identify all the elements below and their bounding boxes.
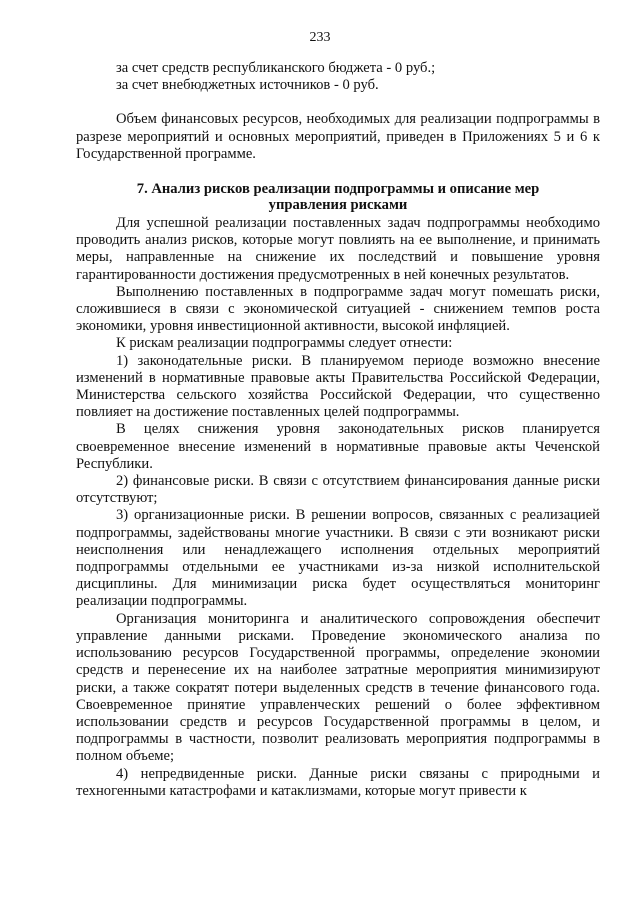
paragraph-economic-risks: Выполнению поставленных в подпрограмме задач могут помешать риски, сложившиеся в связи с экономической ситуацией - снижением темпов роста экономики, уровня инвестиционной активности, высокой инфляцией. (76, 283, 600, 335)
page-content (76, 60, 600, 800)
intro-line-republic-budget: за счет средств республиканского бюджета - 0 руб.; (116, 60, 436, 76)
intro-line-extrabudgetary: за счет внебюджетных источников - 0 руб. (116, 77, 379, 94)
paragraph-legislative-risks: 1) законодательные риски. В планируемом периоде возможно внесение изменений в нормативные правовые акты Правительства Российской Федерации, Министерства сельского хозяйства Российской Федерации, что существенно повлияет на достижение поставленных целей подпрограммы. (76, 352, 600, 421)
paragraph-organizational-risks: 3) организационные риски. В решении вопросов, связанных с реализацией подпрограммы, задействованы многие участники. В связи с эти возникают риски неисполнения или ненадлежащего исполнения отдельных мероприятий подпрограммы отдельными ее участниками из-за низкой исполнительской дисциплины. Для минимизации риска будет осуществляться мониторинг реализации подпрограммы. (76, 507, 600, 610)
page-number: 233 (309, 30, 331, 45)
section-title-line-2: управления рисками (268, 197, 408, 214)
paragraph-risk-analysis: Для успешной реализации поставленных задач подпрограммы необходимо проводить анализ рисков, которые могут повлиять на ее выполнение, и принимать меры, направленные на снижение их последствий и повышение уровня гарантированности достижения предусмотренных в ней конечных результатов. (76, 215, 600, 283)
section-title-line-1: 7. Анализ рисков реализации подпрограммы и описание мер (136, 181, 540, 198)
paragraph-financial-risks: 2) финансовые риски. В связи с отсутствием финансирования данные риски отсутствуют; (76, 473, 600, 507)
paragraph-legislative-mitigation: В целях снижения уровня законодательных рисков планируется своевременное внесение изменений в нормативные правовые акты Чеченской Республики. (76, 421, 600, 472)
paragraph-risk-list-intro: К рискам реализации подпрограммы следует отнести: (116, 335, 453, 352)
paragraph-unforeseen-risks: 4) непредвиденные риски. Данные риски связаны с природными и техногенными катастрофами и катаклизмами, которые могут привести к (76, 765, 600, 799)
paragraph-monitoring: Организация мониторинга и аналитического сопровождения обеспечит управление данными рисками. Проведение экономического анализа по использованию ресурсов Государственной программы, определение экономии средств и перенесение их на наиболее затратные мероприятия минимизируют риски, а также сократят потери выделенных средств в течение финансового года. Своевременное принятие управленческих решений о более эффективном использовании средств и ресурсов Государственной программы в целом, и подпрограммы в частности, позволит реализовать мероприятия подпрограммы в полном объеме; (76, 610, 600, 765)
section-title (76, 181, 600, 213)
volume-paragraph: Объем финансовых ресурсов, необходимых для реализации подпрограммы в разрезе мероприятий и основных мероприятий, приведен в Приложениях 5 и 6 к Государственной программе. (76, 111, 600, 162)
